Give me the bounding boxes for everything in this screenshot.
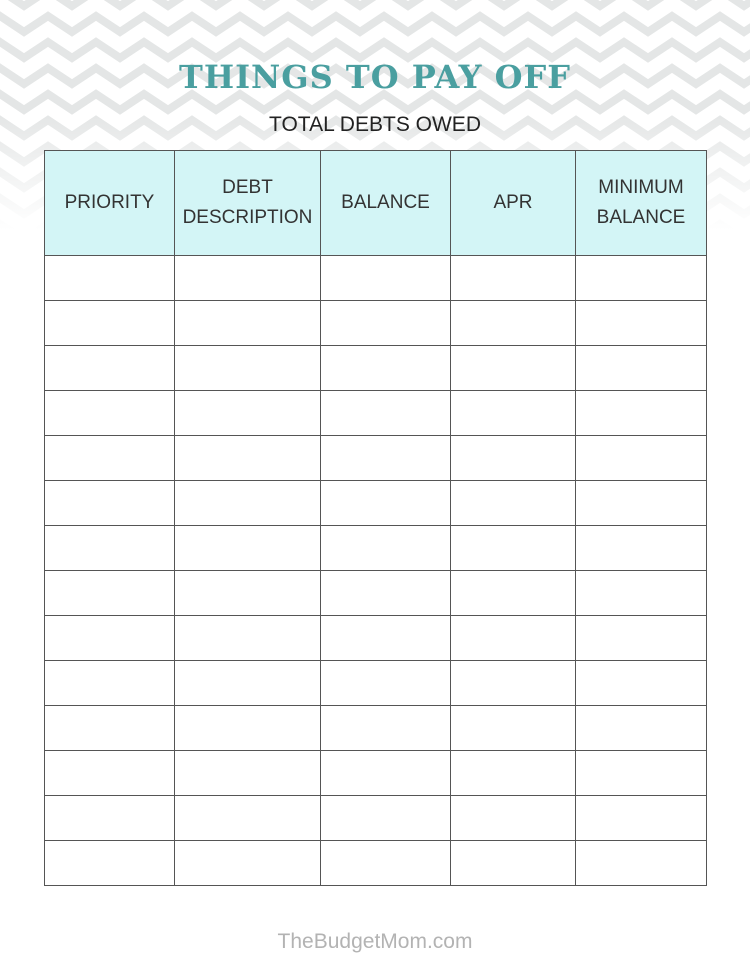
priority-cell[interactable] <box>45 481 175 526</box>
apr-cell[interactable] <box>451 301 576 346</box>
balance-cell[interactable] <box>321 571 451 616</box>
debt-description-cell[interactable] <box>175 481 321 526</box>
minimum-balance-cell[interactable] <box>576 526 707 571</box>
balance-cell[interactable] <box>321 526 451 571</box>
table-row <box>45 571 707 616</box>
priority-cell[interactable] <box>45 661 175 706</box>
debt-description-cell[interactable] <box>175 526 321 571</box>
minimum-balance-cell[interactable] <box>576 661 707 706</box>
balance-cell[interactable] <box>321 751 451 796</box>
debt-description-cell[interactable] <box>175 436 321 481</box>
debts-table <box>44 150 707 886</box>
table-row <box>45 256 707 301</box>
footer-website: TheBudgetMom.com <box>277 930 473 953</box>
apr-cell[interactable] <box>451 391 576 436</box>
table-row <box>45 301 707 346</box>
apr-cell[interactable] <box>451 256 576 301</box>
table-header-row <box>45 151 707 256</box>
table-row <box>45 796 707 841</box>
apr-cell[interactable] <box>451 841 576 886</box>
page-title: THINGS TO PAY OFF <box>179 58 571 96</box>
debt-description-cell[interactable] <box>175 796 321 841</box>
minimum-balance-cell[interactable] <box>576 751 707 796</box>
apr-cell[interactable] <box>451 571 576 616</box>
debt-description-cell[interactable] <box>175 346 321 391</box>
balance-cell[interactable] <box>321 616 451 661</box>
debt-description-cell[interactable] <box>175 616 321 661</box>
table-row <box>45 661 707 706</box>
priority-cell[interactable] <box>45 436 175 481</box>
debt-description-cell[interactable] <box>175 706 321 751</box>
apr-cell[interactable] <box>451 481 576 526</box>
balance-cell[interactable] <box>321 481 451 526</box>
page-subtitle: TOTAL DEBTS OWED <box>269 113 481 136</box>
balance-cell[interactable] <box>321 796 451 841</box>
table-row <box>45 526 707 571</box>
priority-cell[interactable] <box>45 706 175 751</box>
balance-cell[interactable] <box>321 391 451 436</box>
priority-cell[interactable] <box>45 616 175 661</box>
priority-cell[interactable] <box>45 346 175 391</box>
minimum-balance-cell[interactable] <box>576 841 707 886</box>
debt-description-cell[interactable] <box>175 661 321 706</box>
table-row <box>45 841 707 886</box>
apr-cell[interactable] <box>451 661 576 706</box>
debt-description-cell[interactable] <box>175 841 321 886</box>
apr-cell[interactable] <box>451 346 576 391</box>
minimum-balance-cell[interactable] <box>576 481 707 526</box>
minimum-balance-cell[interactable] <box>576 796 707 841</box>
minimum-balance-cell[interactable] <box>576 301 707 346</box>
debt-description-cell[interactable] <box>175 256 321 301</box>
apr-cell[interactable] <box>451 706 576 751</box>
table-row <box>45 616 707 661</box>
apr-cell[interactable] <box>451 616 576 661</box>
table-row <box>45 706 707 751</box>
priority-cell[interactable] <box>45 751 175 796</box>
column-header-priority: PRIORITY <box>45 151 175 256</box>
column-header-apr: APR <box>451 151 576 256</box>
debt-description-cell[interactable] <box>175 301 321 346</box>
column-header-debt-description: DEBT DESCRIPTION <box>175 151 321 256</box>
apr-cell[interactable] <box>451 796 576 841</box>
minimum-balance-cell[interactable] <box>576 616 707 661</box>
table-row <box>45 346 707 391</box>
balance-cell[interactable] <box>321 301 451 346</box>
priority-cell[interactable] <box>45 301 175 346</box>
column-header-balance: BALANCE <box>321 151 451 256</box>
apr-cell[interactable] <box>451 436 576 481</box>
priority-cell[interactable] <box>45 256 175 301</box>
apr-cell[interactable] <box>451 751 576 796</box>
priority-cell[interactable] <box>45 571 175 616</box>
debts-table-container <box>44 150 706 886</box>
priority-cell[interactable] <box>45 391 175 436</box>
minimum-balance-cell[interactable] <box>576 391 707 436</box>
balance-cell[interactable] <box>321 841 451 886</box>
table-row <box>45 751 707 796</box>
debt-description-cell[interactable] <box>175 751 321 796</box>
balance-cell[interactable] <box>321 436 451 481</box>
debt-description-cell[interactable] <box>175 391 321 436</box>
minimum-balance-cell[interactable] <box>576 346 707 391</box>
balance-cell[interactable] <box>321 256 451 301</box>
minimum-balance-cell[interactable] <box>576 571 707 616</box>
minimum-balance-cell[interactable] <box>576 706 707 751</box>
priority-cell[interactable] <box>45 841 175 886</box>
table-row <box>45 436 707 481</box>
priority-cell[interactable] <box>45 796 175 841</box>
table-row <box>45 391 707 436</box>
apr-cell[interactable] <box>451 526 576 571</box>
balance-cell[interactable] <box>321 661 451 706</box>
column-header-minimum-balance: MINIMUM BALANCE <box>576 151 707 256</box>
balance-cell[interactable] <box>321 346 451 391</box>
priority-cell[interactable] <box>45 526 175 571</box>
table-row <box>45 481 707 526</box>
minimum-balance-cell[interactable] <box>576 436 707 481</box>
balance-cell[interactable] <box>321 706 451 751</box>
table-body <box>45 256 707 886</box>
minimum-balance-cell[interactable] <box>576 256 707 301</box>
debt-description-cell[interactable] <box>175 571 321 616</box>
